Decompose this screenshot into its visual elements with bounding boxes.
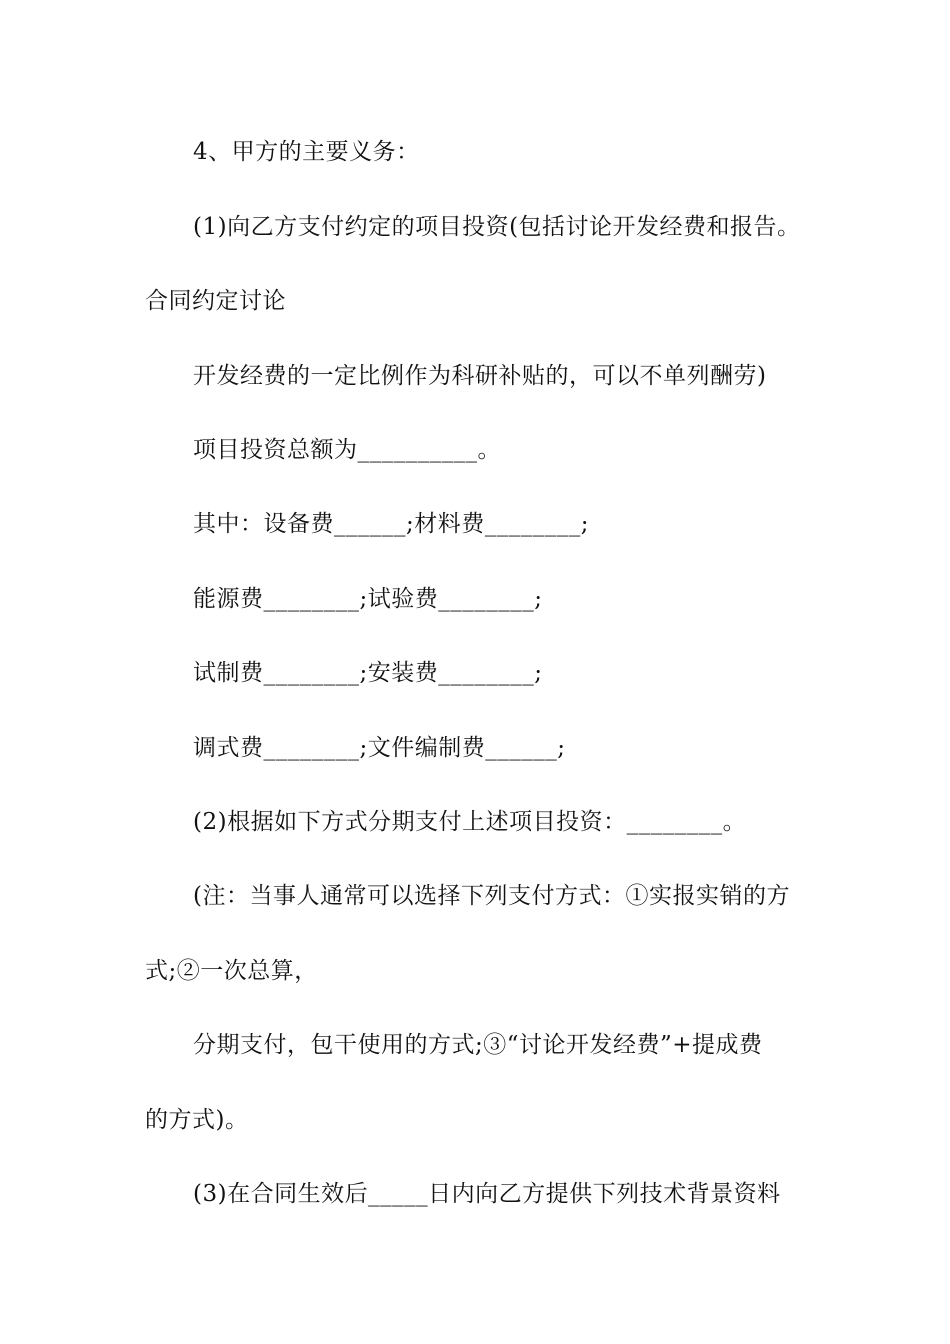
paragraph-line: 能源费________;试验费________; [193,586,543,612]
paragraph-line: (2)根据如下方式分期支付上述项目投资：________。 [193,809,747,835]
section-heading: 4、甲方的主要义务： [193,139,420,165]
paragraph-line: 合同约定讨论 [145,288,286,314]
paragraph-line: (3)在合同生效后_____日内向乙方提供下列技术背景资料 [193,1181,781,1207]
paragraph-line: 的方式)。 [145,1107,249,1133]
paragraph-line: 开发经费的一定比例作为科研补贴的，可以不单列酬劳) [193,363,767,389]
paragraph-line: 分期支付，包干使用的方式;③“讨论开发经费”+提成费 [193,1032,763,1058]
paragraph-line: 式;②一次总算， [145,958,318,984]
paragraph-line: 试制费________;安装费________; [193,660,543,686]
paragraph-line: 其中：设备费______;材料费________; [193,511,589,537]
paragraph-line: 项目投资总额为__________。 [193,437,501,463]
paragraph-line: (注：当事人通常可以选择下列支付方式：①实报实销的方 [193,883,790,909]
paragraph-line: 调式费________;文件编制费______; [193,735,566,761]
paragraph-line: (1)向乙方支付约定的项目投资(包括讨论开发经费和报告。 [193,214,801,240]
